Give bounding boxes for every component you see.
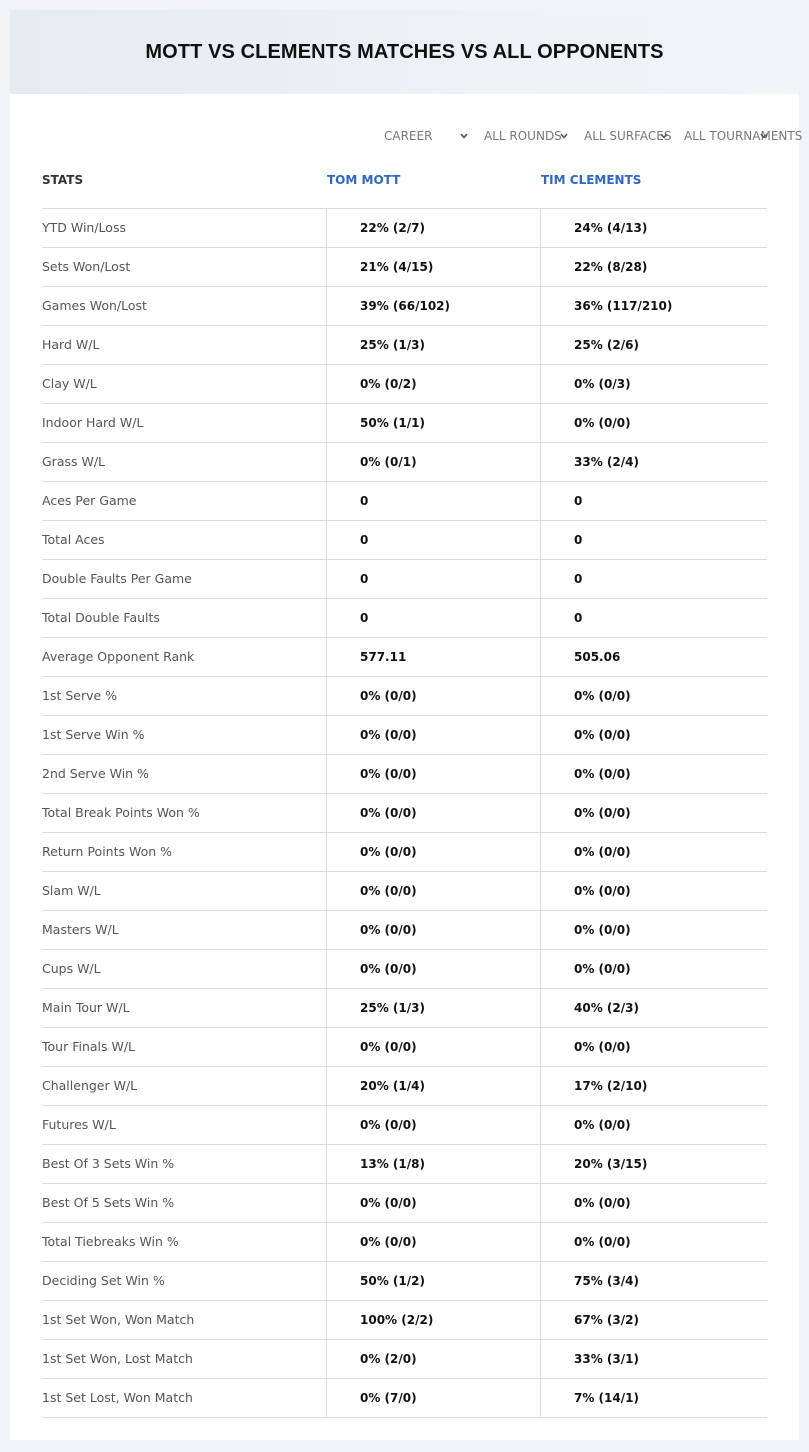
- filter-rounds-label: ALL ROUNDS: [484, 129, 562, 143]
- player2-value: 25% (2/6): [540, 326, 767, 364]
- table-row: [42, 1067, 767, 1106]
- stat-label: Double Faults Per Game: [42, 571, 192, 586]
- player2-value: 0: [540, 521, 767, 559]
- filter-tournaments-label: ALL TOURNAMENTS: [684, 129, 803, 143]
- player2-value: 33% (2/4): [540, 443, 767, 481]
- player1-value: 0% (0/0): [326, 716, 540, 754]
- player1-value: 0% (0/0): [326, 1028, 540, 1066]
- player1-value: 0% (0/0): [326, 833, 540, 871]
- player2-value: 40% (2/3): [540, 989, 767, 1027]
- player1-value: 577.11: [326, 638, 540, 676]
- player2-value: 17% (2/10): [540, 1067, 767, 1105]
- table-row: [42, 404, 767, 443]
- table-row: [42, 1223, 767, 1262]
- stats-card: [10, 10, 803, 1440]
- player2-value: 0% (0/0): [540, 677, 767, 715]
- table-row: [42, 989, 767, 1028]
- stat-label: Cups W/L: [42, 961, 101, 976]
- player1-value: 21% (4/15): [326, 248, 540, 286]
- player2-value: 0% (0/0): [540, 1184, 767, 1222]
- table-row: [42, 287, 767, 326]
- column-header-player1[interactable]: TOM MOTT: [327, 173, 401, 187]
- table-header: [42, 172, 767, 208]
- table-row: [42, 872, 767, 911]
- table-row: [42, 326, 767, 365]
- player2-value: 0: [540, 482, 767, 520]
- player2-value: 0% (0/0): [540, 950, 767, 988]
- player2-value: 36% (117/210): [540, 287, 767, 325]
- stat-label: Indoor Hard W/L: [42, 415, 144, 430]
- player2-value: 0% (0/0): [540, 872, 767, 910]
- filter-rounds-select[interactable]: [482, 127, 582, 145]
- player2-value: 24% (4/13): [540, 209, 767, 247]
- player2-value: 0% (0/0): [540, 1028, 767, 1066]
- table-row: [42, 911, 767, 950]
- player2-value: 0% (0/0): [540, 1223, 767, 1261]
- stat-label: Clay W/L: [42, 376, 97, 391]
- stat-label: Grass W/L: [42, 454, 106, 469]
- table-row: [42, 794, 767, 833]
- stat-label: Slam W/L: [42, 883, 101, 898]
- player1-value: 0% (0/0): [326, 1106, 540, 1144]
- stat-label: Best Of 5 Sets Win %: [42, 1195, 175, 1210]
- table-row: [42, 443, 767, 482]
- player2-value: 75% (3/4): [540, 1262, 767, 1300]
- stat-label: Sets Won/Lost: [42, 259, 131, 274]
- table-row: [42, 638, 767, 677]
- table-row: [42, 482, 767, 521]
- table-row: [42, 833, 767, 872]
- chevron-down-icon: [560, 132, 568, 140]
- table-row: [42, 950, 767, 989]
- player1-value: 0% (0/0): [326, 950, 540, 988]
- stat-label: Best Of 3 Sets Win %: [42, 1156, 175, 1171]
- player1-value: 0% (0/0): [326, 1184, 540, 1222]
- player1-value: 0: [326, 560, 540, 598]
- player2-value: 20% (3/15): [540, 1145, 767, 1183]
- player1-value: 0: [326, 482, 540, 520]
- player2-value: 0% (0/0): [540, 833, 767, 871]
- player1-value: 0% (0/2): [326, 365, 540, 403]
- player1-value: 0% (0/0): [326, 677, 540, 715]
- stat-label: Games Won/Lost: [42, 298, 147, 313]
- column-header-player2[interactable]: TIM CLEMENTS: [541, 173, 642, 187]
- filter-tournaments-select[interactable]: [682, 127, 803, 145]
- player1-value: 22% (2/7): [326, 209, 540, 247]
- stat-label: Main Tour W/L: [42, 1000, 130, 1015]
- table-row: [42, 1145, 767, 1184]
- table-row: [42, 1379, 767, 1418]
- chevron-down-icon: [660, 132, 668, 140]
- stat-label: Total Tiebreaks Win %: [42, 1234, 179, 1249]
- chevron-down-icon: [760, 132, 768, 140]
- player1-value: 39% (66/102): [326, 287, 540, 325]
- table-row: [42, 248, 767, 287]
- card-header: [10, 10, 799, 94]
- player1-value: 13% (1/8): [326, 1145, 540, 1183]
- stat-label: 1st Serve Win %: [42, 727, 145, 742]
- filter-period-select[interactable]: [382, 127, 482, 145]
- stat-label: Return Points Won %: [42, 844, 173, 859]
- player2-value: 0% (0/0): [540, 716, 767, 754]
- stat-label: 1st Serve %: [42, 688, 118, 703]
- player1-value: 0% (0/1): [326, 443, 540, 481]
- player2-value: 22% (8/28): [540, 248, 767, 286]
- player1-value: 0% (0/0): [326, 911, 540, 949]
- table-row: [42, 365, 767, 404]
- player2-value: 0% (0/0): [540, 755, 767, 793]
- player2-value: 505.06: [540, 638, 767, 676]
- player1-value: 0: [326, 599, 540, 637]
- table-row: [42, 677, 767, 716]
- player2-value: 0% (0/0): [540, 794, 767, 832]
- stat-label: Masters W/L: [42, 922, 119, 937]
- player2-value: 0% (0/0): [540, 1106, 767, 1144]
- table-row: [42, 521, 767, 560]
- stat-label: 1st Set Lost, Won Match: [42, 1390, 193, 1405]
- player2-value: 0: [540, 560, 767, 598]
- table-row: [42, 1184, 767, 1223]
- table-row: [42, 1340, 767, 1379]
- column-header-stats: STATS: [42, 173, 84, 187]
- player2-value: 7% (14/1): [540, 1379, 767, 1417]
- table-row: [42, 209, 767, 248]
- table-row: [42, 1262, 767, 1301]
- stat-label: Total Break Points Won %: [42, 805, 200, 820]
- table-row: [42, 560, 767, 599]
- table-row: [42, 1028, 767, 1067]
- filter-bar: [382, 127, 803, 145]
- player1-value: 0% (0/0): [326, 794, 540, 832]
- stat-label: YTD Win/Loss: [42, 220, 126, 235]
- player1-value: 0% (0/0): [326, 872, 540, 910]
- player1-value: 0% (0/0): [326, 755, 540, 793]
- stats-table-body: [42, 208, 767, 1418]
- stat-label: Hard W/L: [42, 337, 100, 352]
- table-row: [42, 599, 767, 638]
- player2-value: 0% (0/0): [540, 404, 767, 442]
- player1-value: 25% (1/3): [326, 326, 540, 364]
- stat-label: Average Opponent Rank: [42, 649, 195, 664]
- filter-surfaces-label: ALL SURFACES: [584, 129, 672, 143]
- player1-value: 100% (2/2): [326, 1301, 540, 1339]
- stat-label: Total Double Faults: [42, 610, 160, 625]
- stat-label: Tour Finals W/L: [42, 1039, 136, 1054]
- table-row: [42, 1106, 767, 1145]
- chevron-down-icon: [460, 132, 468, 140]
- stat-label: Aces Per Game: [42, 493, 137, 508]
- player2-value: 0% (0/0): [540, 911, 767, 949]
- page-title: MOTT VS CLEMENTS MATCHES VS ALL OPPONENTS: [145, 40, 664, 63]
- table-row: [42, 716, 767, 755]
- stat-label: Futures W/L: [42, 1117, 116, 1132]
- player1-value: 50% (1/2): [326, 1262, 540, 1300]
- player1-value: 0% (2/0): [326, 1340, 540, 1378]
- stat-label: 2nd Serve Win %: [42, 766, 149, 781]
- player1-value: 20% (1/4): [326, 1067, 540, 1105]
- player1-value: 50% (1/1): [326, 404, 540, 442]
- player1-value: 0% (0/0): [326, 1223, 540, 1261]
- stat-label: Challenger W/L: [42, 1078, 138, 1093]
- player1-value: 0% (7/0): [326, 1379, 540, 1417]
- table-row: [42, 755, 767, 794]
- player1-value: 0: [326, 521, 540, 559]
- filter-surfaces-select[interactable]: [582, 127, 682, 145]
- player2-value: 67% (3/2): [540, 1301, 767, 1339]
- player2-value: 0% (0/3): [540, 365, 767, 403]
- filter-period-label: CAREER: [384, 129, 433, 143]
- player1-value: 25% (1/3): [326, 989, 540, 1027]
- player2-value: 33% (3/1): [540, 1340, 767, 1378]
- stat-label: Total Aces: [42, 532, 105, 547]
- stat-label: 1st Set Won, Lost Match: [42, 1351, 193, 1366]
- player2-value: 0: [540, 599, 767, 637]
- table-row: [42, 1301, 767, 1340]
- stat-label: 1st Set Won, Won Match: [42, 1312, 195, 1327]
- stat-label: Deciding Set Win %: [42, 1273, 165, 1288]
